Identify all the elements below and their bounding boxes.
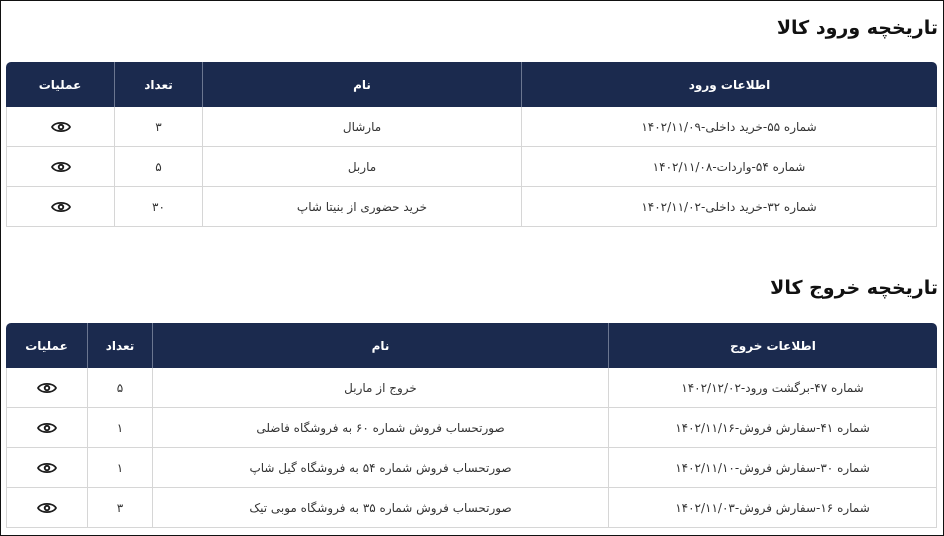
exit-history-body [6,368,937,528]
entry-history-table [6,62,937,227]
exit-history-title: تاریخچه خروج کالا [770,277,938,299]
cell-info: شماره ۴۱-سفارش فروش-۱۴۰۲/۱۱/۱۶ [608,408,937,448]
eye-icon [37,501,57,515]
exit-history-header-row [6,323,937,368]
column-header-name: نام [202,62,521,107]
cell-info: شماره ۱۶-سفارش فروش-۱۴۰۲/۱۱/۰۳ [608,488,937,528]
cell-count: ۳ [87,488,152,528]
eye-icon [51,120,71,134]
column-header-info: اطلاعات خروج [608,323,937,368]
eye-icon [37,421,57,435]
view-button[interactable] [37,461,57,475]
view-button[interactable] [51,120,71,134]
cell-info: شماره ۴۷-برگشت ورود-۱۴۰۲/۱۲/۰۲ [608,368,937,408]
cell-count: ۱ [87,448,152,488]
eye-icon [37,381,57,395]
cell-actions [6,488,87,528]
column-header-count: تعداد [87,323,152,368]
table-row [6,147,937,187]
cell-count: ۳ [114,107,202,147]
cell-actions [6,107,114,147]
view-button[interactable] [51,200,71,214]
table-row [6,187,937,227]
entry-history-header-row [6,62,937,107]
cell-count: ۵ [114,147,202,187]
column-header-count: تعداد [114,62,202,107]
cell-actions [6,147,114,187]
table-row [6,107,937,147]
table-row [6,408,937,448]
view-button[interactable] [37,421,57,435]
cell-count: ۳۰ [114,187,202,227]
cell-info: شماره ۳۰-سفارش فروش-۱۴۰۲/۱۱/۱۰ [608,448,937,488]
table-row [6,448,937,488]
cell-name: صورتحساب فروش شماره ۶۰ به فروشگاه فاضلی [152,408,608,448]
column-header-actions: عملیات [6,62,114,107]
table-row [6,368,937,408]
cell-count: ۱ [87,408,152,448]
cell-name: خرید حضوری از بنیتا شاپ [202,187,521,227]
column-header-name: نام [152,323,608,368]
cell-name: ماربل [202,147,521,187]
cell-name: صورتحساب فروش شماره ۵۴ به فروشگاه گیل شاپ [152,448,608,488]
cell-actions [6,448,87,488]
view-button[interactable] [37,501,57,515]
cell-info: شماره ۵۵-خرید داخلی-۱۴۰۲/۱۱/۰۹ [521,107,937,147]
entry-history-body [6,107,937,227]
entry-history-title: تاریخچه ورود کالا [776,17,938,39]
view-button[interactable] [51,160,71,174]
eye-icon [37,461,57,475]
cell-count: ۵ [87,368,152,408]
eye-icon [51,200,71,214]
view-button[interactable] [37,381,57,395]
table-row [6,488,937,528]
cell-info: شماره ۵۴-واردات-۱۴۰۲/۱۱/۰۸ [521,147,937,187]
cell-info: شماره ۳۲-خرید داخلی-۱۴۰۲/۱۱/۰۲ [521,187,937,227]
cell-name: خروج از ماربل [152,368,608,408]
exit-history-table [6,323,937,528]
cell-actions [6,408,87,448]
cell-actions [6,187,114,227]
column-header-info: اطلاعات ورود [521,62,937,107]
cell-name: صورتحساب فروش شماره ۳۵ به فروشگاه موبی تیک [152,488,608,528]
cell-actions [6,368,87,408]
column-header-actions: عملیات [6,323,87,368]
cell-name: مارشال [202,107,521,147]
eye-icon [51,160,71,174]
